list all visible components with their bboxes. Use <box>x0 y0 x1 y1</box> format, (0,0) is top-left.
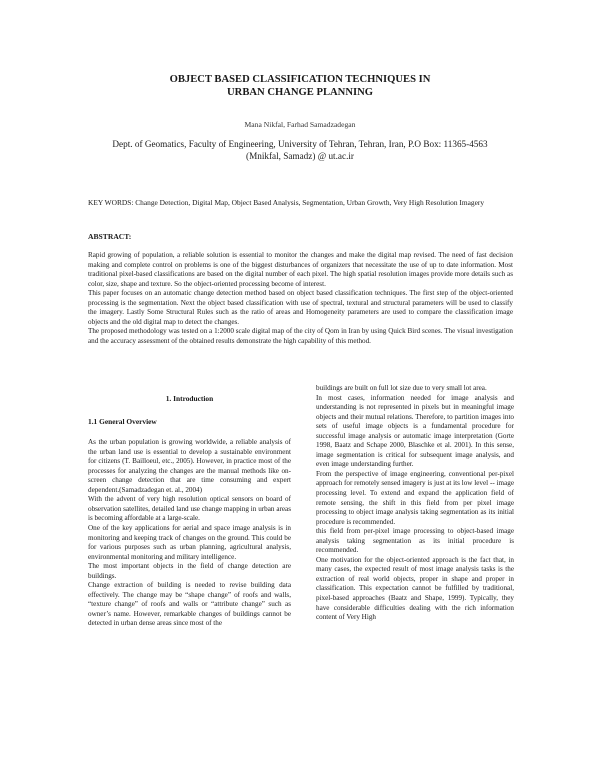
body-paragraph: In most cases, information needed for image analysis and understanding is not represented in pixels but in meaningful image objects and their mutual relations. Therefore, to partition images into sets of useful image objects is a fundamental procedure for successful image analysis or automatic image interpretation (Gorte 1998, Baatz and Schape 2000, Blaschke et al. 2001). In this sense, image segmentation is critical for subsequent image analysis, and even image understanding further. <box>316 393 514 469</box>
body-paragraph: From the perspective of image engineering, conventional per-pixel approach for remotely sensed imagery is just at its low level -- image processing level. To extend and expand the application field of remote sensing, the shift in this field from per pixel image processing to object image analysis taking segmentation as its initial procedure is recommended. <box>316 469 514 526</box>
keywords-text: Change Detection, Digital Map, Object Based Analysis, Segmentation, Urban Growth, Very High Resolution Imagery <box>133 198 485 207</box>
keywords-label: KEY WORDS: <box>88 198 134 207</box>
body-paragraph: With the advent of very high resolution optical sensors on board of observation satellites, detailed land use change mapping in urban areas is becoming affordable at a large-scale. <box>88 495 291 523</box>
body-paragraph: this field from per-pixel image processing to object-based image analysis taking segmentation as its initial procedure is recommended. <box>316 527 514 555</box>
subsection-heading: 1.1 General Overview <box>88 416 157 426</box>
abstract-paragraph: Rapid growing of population, a reliable solution is essential to monitor the changes and make the digital map revised. The need of fast decision making and complete control on problems is one of the biggest disturbances of organizers that necessitate the use of up to date information. Most traditional pixel-based classifications are based on the digital number of each pixel. The high spatial resolution images provide more details such as color, size, shape and texture. So the object-oriented processing become of interest. <box>88 251 513 288</box>
title-line-2: URBAN CHANGE PLANNING <box>227 87 373 98</box>
body-paragraph: One motivation for the object-oriented approach is the fact that, in many cases, the expected result of most image analysis tasks is the extraction of real world objects, proper in shape and proper in classification. This expectation cannot be fulfilled by traditional, pixel-based approaches (Baatz and Shape, 1999). Typically, they have considerable difficulties dealing with the rich information content of Very High <box>316 555 514 622</box>
body-paragraph: One of the key applications for aerial and space image analysis is in monitoring and keeping track of changes on the ground. This could be for various purposes such as urban planning, agricultural analysis, environmental monitoring and military intelligence. <box>88 524 291 561</box>
abstract-paragraph: This paper focuses on an automatic change detection method based on object based classification techniques. The first step of the object-oriented processing is the segmentation. Next the object based classification with use of spectral, textural and structural parameters will be used to classify the imagery. Lastly Some Structural Rules such as the ratio of areas and Homogeneity parameters are used to compare the classification image objects and the old digital map to detect the changes. <box>88 289 513 326</box>
abstract-body <box>88 251 513 346</box>
affiliation-email: (Mnikfal, Samadz) @ ut.ac.ir <box>246 150 354 161</box>
paper-title <box>60 73 540 99</box>
abstract-paragraph: The proposed methodology was tested on a 1:2000 scale digital map of the city of Qom in Iran by using Quick Bird scenes. The visual investigation and the accuracy assessment of the obtained results demonstrate the high capability of this method. <box>88 327 513 345</box>
affiliation <box>60 139 540 162</box>
right-column <box>316 384 514 623</box>
title-line-1: OBJECT BASED CLASSIFICATION TECHNIQUES IN <box>169 74 431 85</box>
section-heading: 1. Introduction <box>165 394 214 403</box>
body-paragraph: The most important objects in the field of change detection are buildings. <box>88 562 291 580</box>
keywords <box>88 198 513 208</box>
author-list: Mana Nikfal, Farhad Samadzadegan <box>244 120 356 129</box>
affiliation-line-1: Dept. of Geomatics, Faculty of Engineering, University of Tehran, Tehran, Iran, P.O Box: 11365-4563 <box>112 139 488 149</box>
abstract-heading: ABSTRACT: <box>88 232 132 241</box>
body-paragraph: As the urban population is growing worldwide, a reliable analysis of the urban land use is essential to develop a sustainable environment for citizens (T. Bailloeul, etc., 2005). However, in practice most of the processes for analyzing the changes are the manual methods like on-screen change detection that are time consuming and expert dependent.(Samadzadegan et. al., 2004) <box>88 438 291 494</box>
body-paragraph: buildings are built on full lot size due to very small lot area. <box>316 384 487 392</box>
left-column <box>88 394 291 629</box>
body-paragraph: Change extraction of building is needed to revise building data effectively. The change may be “shape change” of roofs and walls, “texture change” of roofs and walls or “attribute change” such as owner’s name. However, remarkable changes of buildings cannot be detected in urban dense areas since most of the <box>88 581 291 628</box>
